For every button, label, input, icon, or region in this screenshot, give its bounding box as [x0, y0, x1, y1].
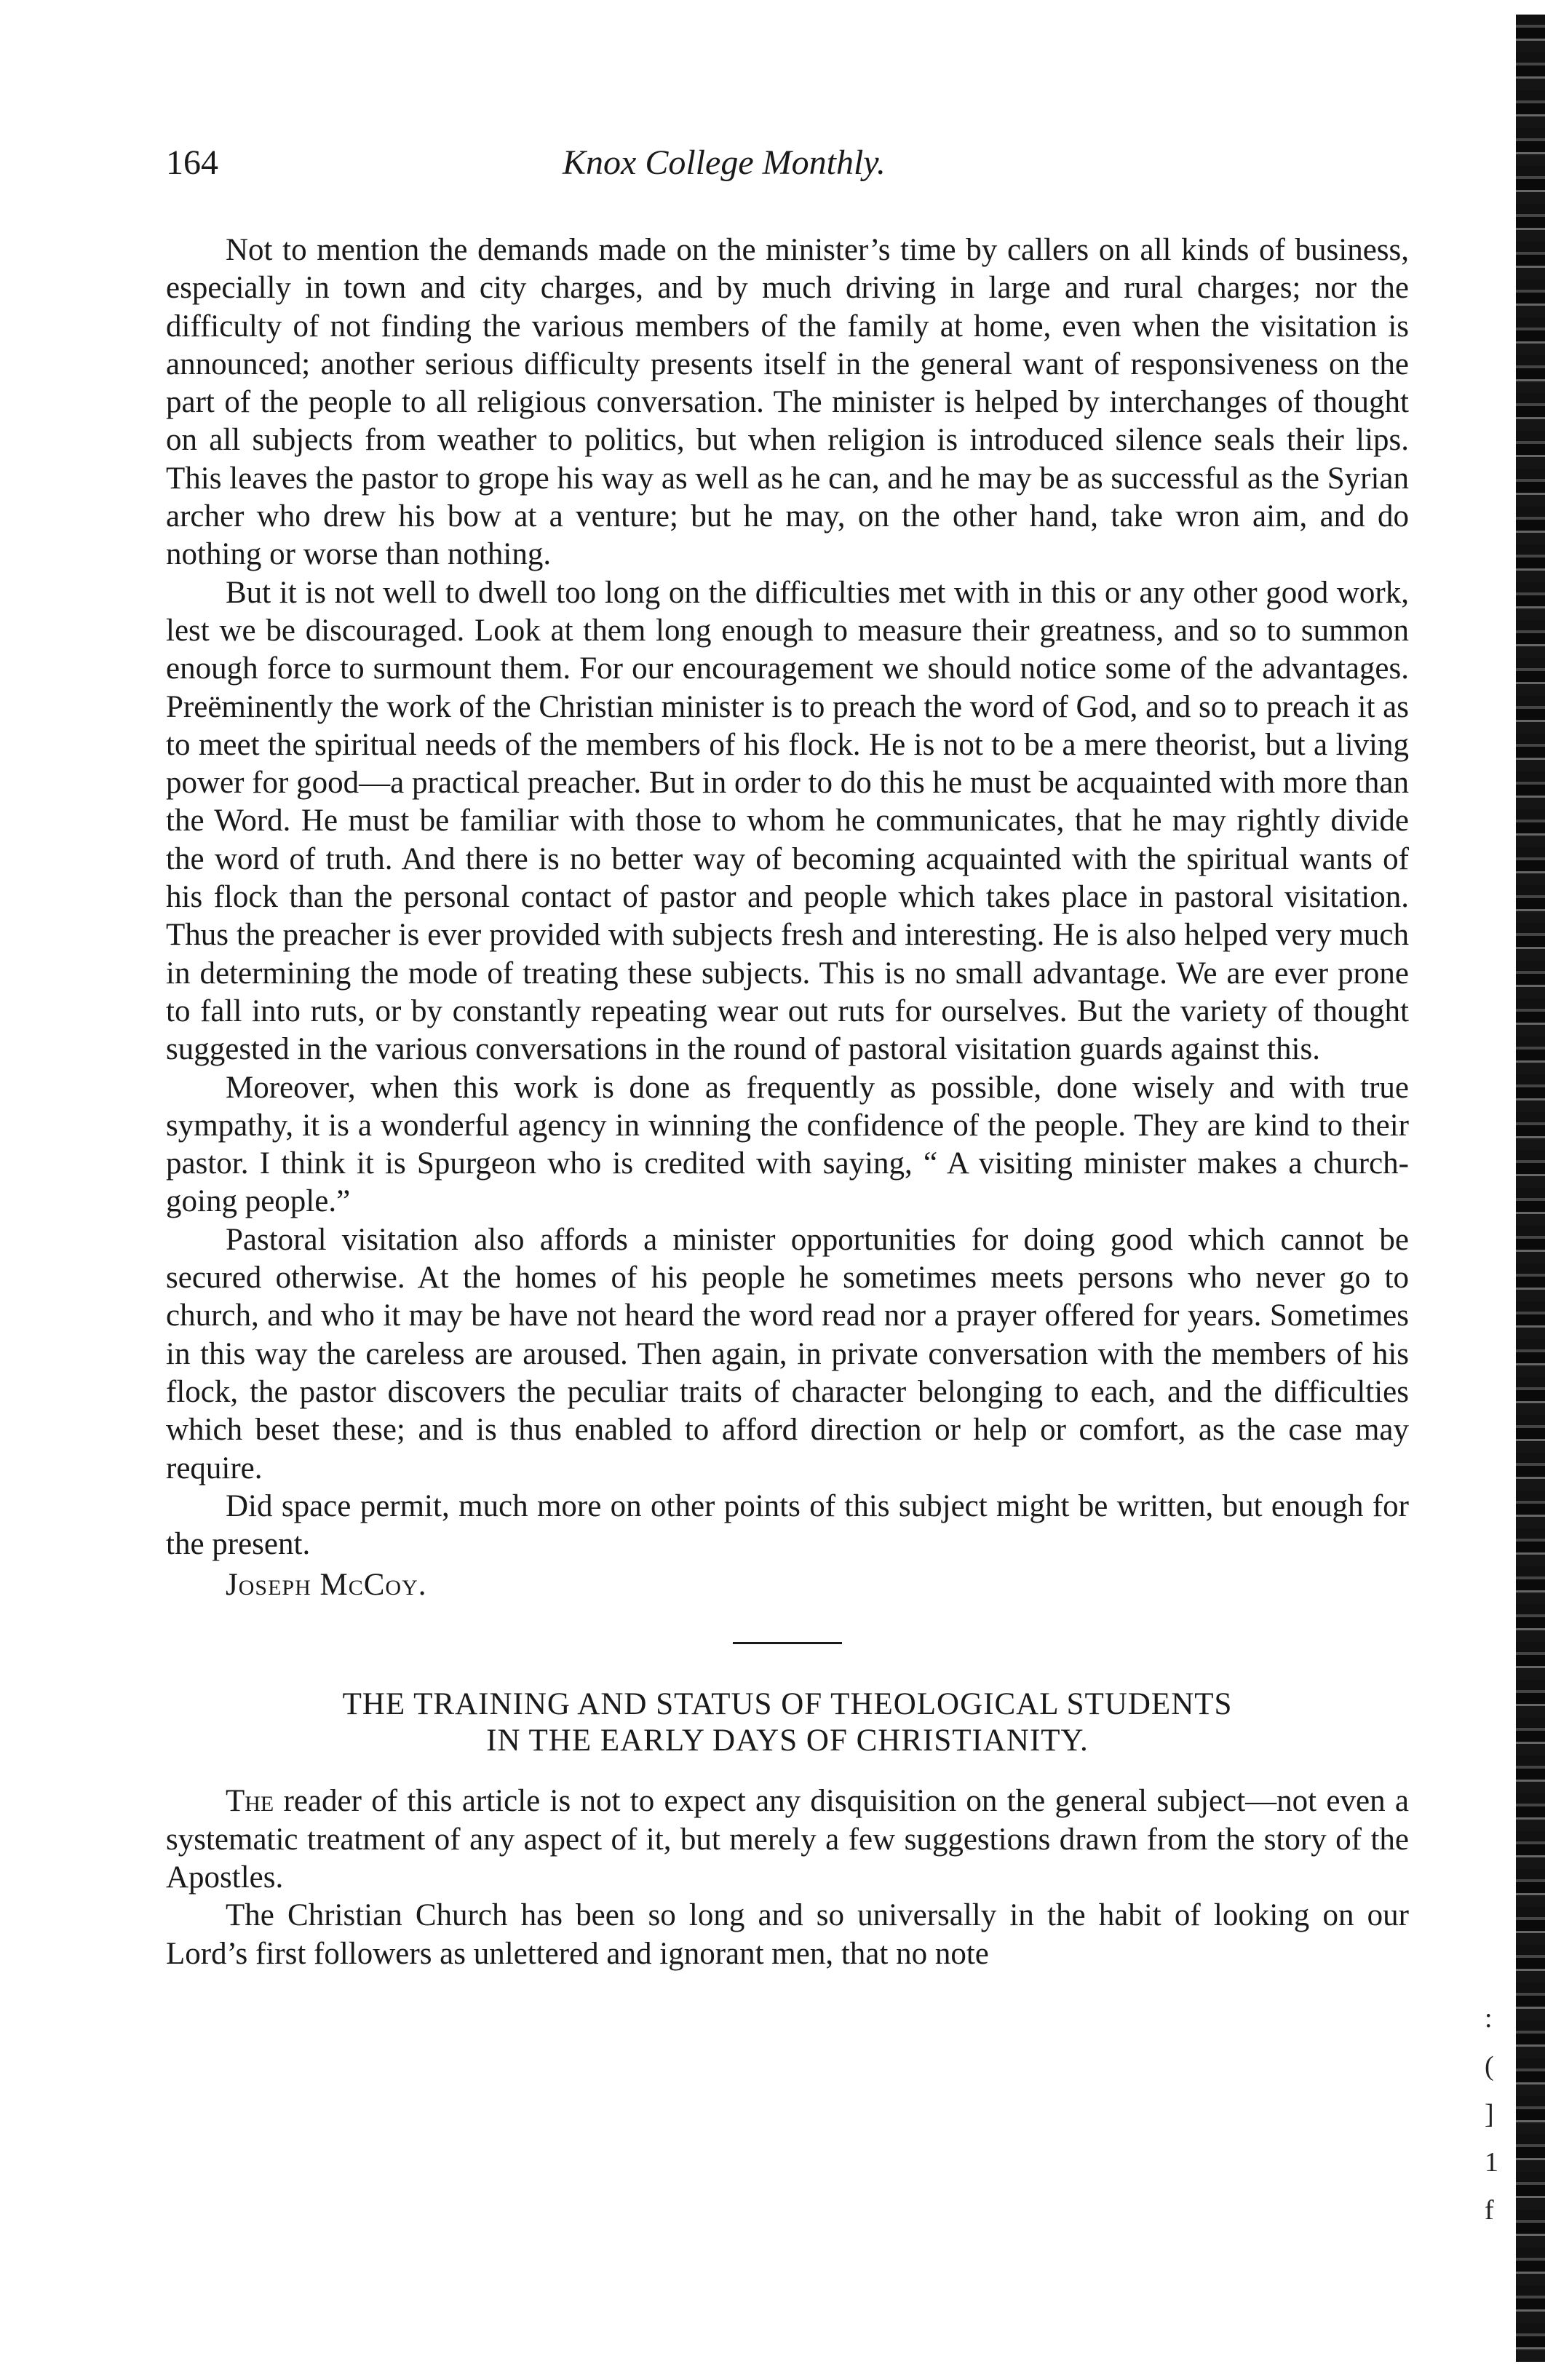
article-title: [166, 1686, 1409, 1759]
body-paragraph-5: Did space permit, much more on other points of this subject might be written, but enough for the present.: [166, 1488, 1409, 1562]
page-header: [166, 143, 1396, 194]
running-title: Knox College Monthly.: [563, 143, 886, 182]
author-signature: [166, 1563, 1409, 1607]
margin-mark: (: [1485, 2051, 1494, 2082]
article-title-line-1: THE TRAINING AND STATUS OF THEOLOGICAL STUDENTS: [342, 1687, 1233, 1722]
scan-edge-shadow: [1516, 15, 1545, 2362]
margin-mark: 1: [1485, 2147, 1498, 2178]
body-paragraph-4: Pastoral visitation also affords a minister opportunities for doing good which cannot be secured otherwise. At the homes of his people he sometimes meets persons who never go to church, and who it may be have not heard the word read nor a prayer offered for years. Sometimes in this way the careless are aroused. Then again, in private conversation with the members of his flock, the pastor discovers the peculiar traits of character belonging to each, and the difficulties which beset these; and is thus enabled to afford direction or help or comfort, as the case may require.: [166, 1222, 1409, 1485]
margin-marks: [1485, 1994, 1506, 2234]
author-name: Joseph McCoy.: [226, 1568, 427, 1603]
margin-mark: f: [1485, 2195, 1494, 2226]
body-paragraph-3: Moreover, when this work is done as frequently as possible, done wisely and with true sympathy, it is a wonderful agency in winning the confidence of the people. They are kind to their pastor. I think it is Spurgeon who is credited with saying, “ A visiting minister makes a church-going people.”: [166, 1070, 1409, 1219]
article-lead-word: The: [226, 1784, 274, 1819]
page-number: 164: [166, 143, 218, 182]
margin-mark: :: [1485, 2003, 1493, 2034]
body-paragraph-2: But it is not well to dwell too long on the difficulties met with in this or any other good work, lest we be discouraged. Look at them long enough to measure their greatness, and so to summon enough force to surmount them. For our encouragement we should notice some of the advantages. Preëminently the work of the Christian minister is to preach the word of God, and so to preach it as to meet the spiritual needs of the members of his flock. He is not to be a mere theorist, but a living power for good—a practical preacher. But in order to do this he must be acquainted with more than the Word. He must be familiar with those to whom he communicates, that he may rightly divide the word of truth. And there is no better way of becoming acquainted with the spiritual wants of his flock than the personal contact of pastor and people which takes place in pastoral visitation. Thus the preacher is ever provided with subjects fresh and interesting. He is also helped very much in determining the mode of treating these subjects. This is no small advantage. We are ever prone to fall into ruts, or by constantly repeating wear out ruts for ourselves. But the variety of thought suggested in the various conversations in the round of pastoral visitation guards against this.: [166, 575, 1409, 1067]
text-column: [166, 231, 1409, 1973]
body-paragraph-1: Not to mention the demands made on the minister’s time by callers on all kinds of business, especially in town and city charges, and by much driving in large and rural charges; nor the difficulty of not finding the various members of the family at home, even when the visitation is announced; another serious difficulty presents itself in the general want of responsiveness on the part of the people to all religious conversation. The minister is helped by interchanges of thought on all subjects from weather to politics, but when religion is introduced silence seals their lips. This leaves the pastor to grope his way as well as he can, and he may be as successful as the Syrian archer who drew his bow at a venture; but he may, on the other hand, take wron aim, and do nothing or worse than nothing.: [166, 233, 1409, 572]
article-paragraph-1: [166, 1782, 1409, 1897]
margin-mark: ]: [1485, 2099, 1494, 2130]
article-paragraph-2: The Christian Church has been so long and so universally in the habit of looking on our Lord’s first followers as unlettered and ignorant men, that no note: [166, 1898, 1409, 1971]
article-paragraph-1-text: reader of this article is not to expect any disquisition on the general subject—not even a systematic treatment of any aspect of it, but merely a few suggestions drawn from the story of the Apostles.: [166, 1784, 1409, 1895]
section-divider: [733, 1642, 842, 1644]
article-title-line-2: IN THE EARLY DAYS OF CHRISTIANITY.: [486, 1723, 1089, 1758]
